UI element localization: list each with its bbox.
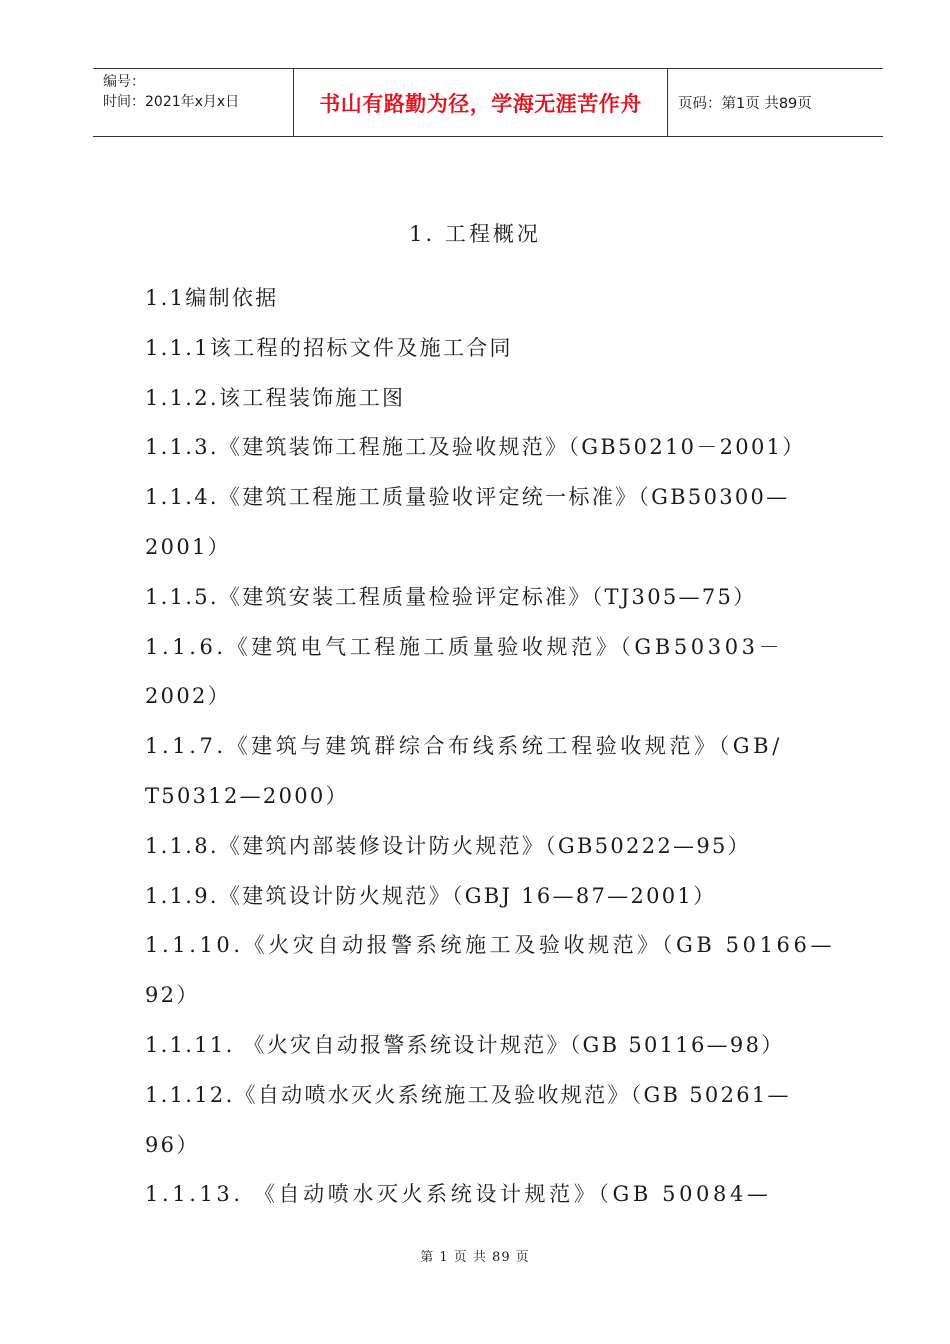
document-body — [145, 280, 845, 1226]
doc-time-label: 时间：2021年x月x日 — [103, 94, 240, 110]
page-header — [93, 68, 883, 137]
header-motto: 书山有路勤为径，学海无涯苦作舟 — [294, 69, 668, 136]
text-line: 1.1.6.《建筑电气工程施工质量验收规范》（GB50303－ — [145, 634, 784, 659]
doc-number-label: 编号： — [103, 74, 145, 90]
text-line: 1.1.9.《建筑设计防火规范》（GBJ 16—87—2001） — [145, 883, 717, 908]
text-line: 1.1.5.《建筑安装工程质量检验评定标准》（TJ305—75） — [145, 584, 757, 609]
header-meta — [93, 69, 294, 136]
text-line: 1.1.3.《建筑装饰工程施工及验收规范》（GB50210－2001） — [145, 435, 806, 460]
text-line: 1.1编制依据 — [145, 286, 279, 310]
section-title: 1. 工程概况 — [409, 222, 541, 246]
text-line: 2002） — [145, 684, 231, 709]
text-line: 1.1.10.《火灾自动报警系统施工及验收规范》（GB 50166— — [145, 933, 836, 958]
text-line: T50312—2000） — [145, 783, 349, 808]
text-line: 2001） — [145, 534, 231, 559]
header-page-info: 页码：第1页 共89页 — [678, 96, 812, 112]
text-line: 1.1.11. 《火灾自动报警系统设计规范》（GB 50116—98） — [145, 1032, 785, 1057]
text-line: 1.1.7.《建筑与建筑群综合布线系统工程验收规范》（GB/ — [145, 734, 783, 759]
text-line: 1.1.2.该工程装饰施工图 — [145, 385, 406, 410]
text-line: 1.1.8.《建筑内部装修设计防火规范》（GB50222—95） — [145, 833, 751, 858]
text-line: 1.1.4.《建筑工程施工质量验收评定统一标准》（GB50300— — [145, 485, 790, 510]
text-line: 92） — [145, 983, 200, 1008]
text-line: 1.1.13. 《自动喷水灭火系统设计规范》（GB 50084— — [145, 1182, 772, 1207]
text-line: 96） — [145, 1132, 200, 1157]
page-footer: 第 1 页 共 89 页 — [420, 1250, 530, 1265]
text-line: 1.1.12.《自动喷水灭火系统施工及验收规范》（GB 50261— — [145, 1082, 791, 1107]
text-line: 1.1.1该工程的招标文件及施工合同 — [145, 335, 513, 360]
